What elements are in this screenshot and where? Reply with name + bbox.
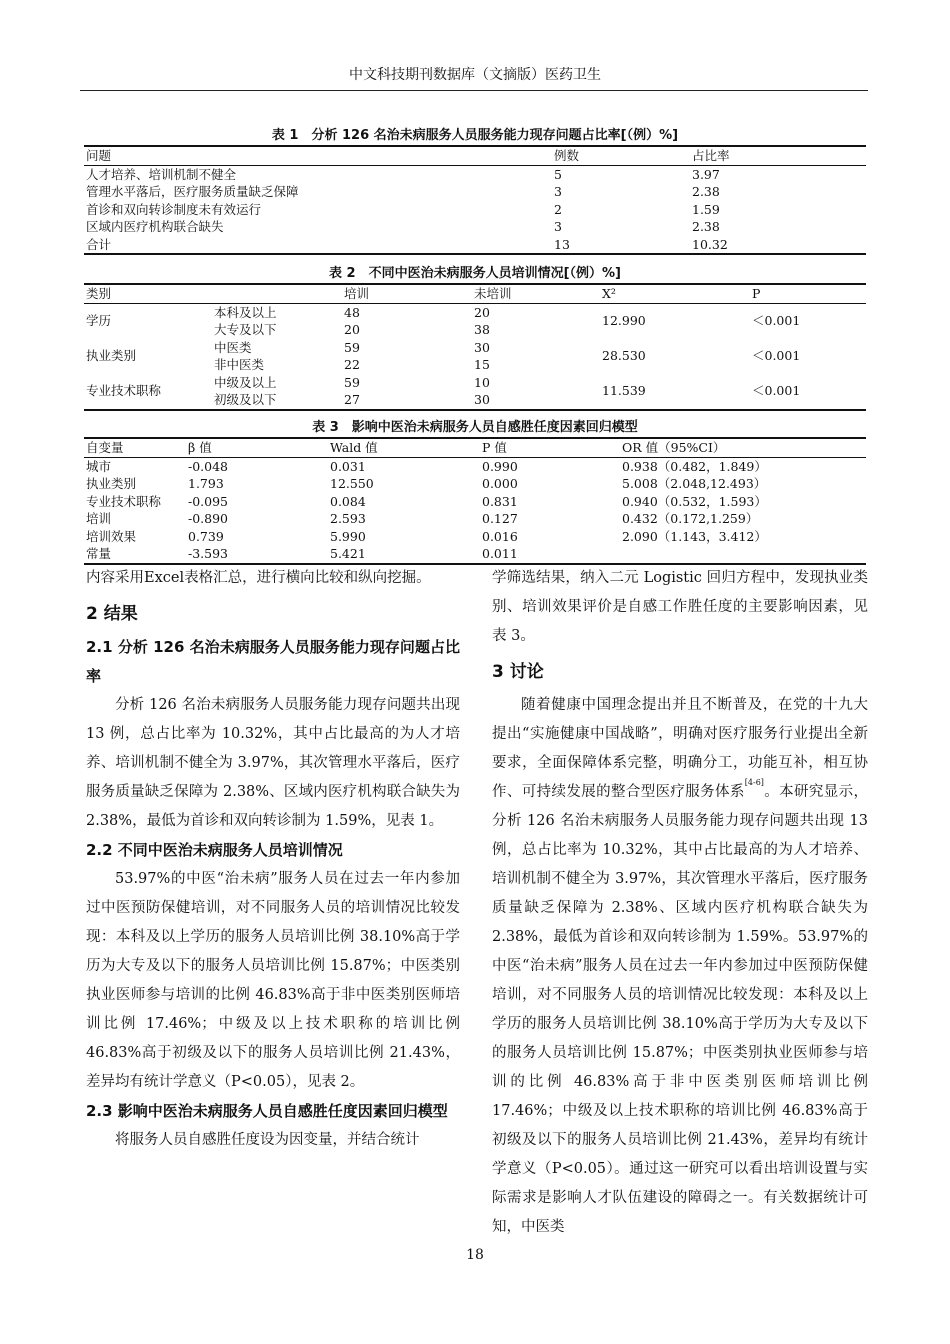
table1-header-cell: 占比率	[690, 146, 866, 165]
table1-cell: 首诊和双向转诊制度未有效运行	[86, 201, 262, 217]
table2-p-value: ＜0.001	[752, 313, 801, 329]
table3-cell: 0.938（0.482，1.849）	[622, 458, 767, 474]
table2-cell: 15	[474, 357, 490, 372]
table3-cell: 培训效果	[86, 528, 137, 544]
table2-row	[84, 339, 866, 357]
table1-total-row	[84, 236, 866, 255]
table1-cell: 2.38	[692, 219, 720, 234]
subsection-heading-2-3: 2.3 影响中医治未病服务人员自感胜任度因素回归模型	[86, 1102, 448, 1120]
table1-cell: 13	[552, 236, 690, 255]
table1-cell: 2	[554, 201, 562, 217]
table2-row	[84, 303, 866, 321]
table2-cell: 本科及以上	[214, 304, 277, 320]
table1-header-cell: 问题	[84, 146, 552, 165]
table3-row	[84, 545, 866, 564]
paragraph: 53.97%的中医“治未病”服务人员在过去一年内参加过中医预防保健培训，对不同服务人员的培训情况比较发现：本科及以上学历的服务人员培训比例 38.10%高于学历为大专及以下的服务人员培训比例 15.87%；中医类别执业医师参与培训的比例 46.83%高于非中医类别医师培训比例 17.46%；中级及以上技术职称的培训比例 46.83%高于初级及以下的服务人员培训比例 21.43%，差异均有统计学意义（P<0.05），见表 2。	[86, 871, 460, 1090]
table2-header-row	[84, 284, 866, 303]
table3-cell: 专业技术职称	[86, 493, 162, 509]
table2-cell: 大专及以下	[214, 322, 277, 337]
table3-cell: 5.008（2.048,12.493）	[622, 476, 767, 491]
paragraph: 分析 126 名治未病服务人员服务能力现存问题共出现 13 例，总占比率为 10.32%，其中占比最高的为人才培养、培训机制不健全为 3.97%，其次管理水平落后，医疗服务质量缺乏保障为 2.38%、区域内医疗机构联合缺失为 2.38%，最低为首诊和双向转诊制为 1.59%，见表 1。	[86, 697, 460, 829]
table3-cell: 0.084	[330, 493, 366, 509]
table1-row	[84, 183, 866, 201]
table3-cell: 5.421	[328, 545, 480, 564]
table3-cell: 培训	[86, 511, 112, 526]
paragraph-text: 随着健康中国理念提出并且不断普及，在党的十九大提出“实施健康中国战略”，明确对医疗服务行业提出全新要求，全面保障体系完整，明确分工，功能互补，相互协作、可持续发展的整合型医疗服务体系	[492, 697, 868, 800]
table3-cell: -0.890	[188, 511, 229, 526]
table3-caption: 表 3 影响中医治未病服务人员自感胜任度因素回归模型	[312, 420, 638, 435]
table2-header-cell: P	[750, 284, 866, 303]
table3-cell: 0.940（0.532，1.593）	[622, 493, 767, 509]
right-column	[492, 564, 868, 1242]
table1-cell: 10.32	[690, 236, 866, 255]
page-number: 18	[466, 1247, 484, 1263]
left-column	[86, 564, 460, 1155]
table3-cell: 12.550	[330, 476, 374, 491]
table2-cell: 48	[344, 304, 360, 320]
table3-cell: 2.090（1.143，3.412）	[622, 528, 767, 544]
table2-cell: 27	[342, 391, 472, 410]
table1-cell: 管理水平落后，医疗服务质量缺乏保障	[86, 184, 299, 199]
table2	[84, 283, 866, 411]
table3-header-cell: β 值	[186, 438, 328, 457]
table3-cell: 0.031	[330, 458, 366, 474]
table3-cell: 0.000	[482, 476, 518, 491]
table2-cell: 38	[474, 322, 490, 337]
table3-row	[84, 510, 866, 528]
table3-row	[84, 475, 866, 493]
running-head: 中文科技期刊数据库（文摘版）医药卫生	[349, 67, 601, 83]
table3-header-cell: 自变量	[84, 438, 186, 457]
table3-cell	[620, 545, 866, 564]
table3-row	[84, 493, 866, 511]
table3-cell: 0.739	[188, 528, 224, 544]
table2-group-label: 专业技术职称	[84, 374, 212, 410]
table2-cell: 10	[474, 374, 490, 390]
table2-p-value: ＜0.001	[752, 348, 801, 364]
table3-header-row	[84, 438, 866, 457]
table2-caption: 表 2 不同中医治未病服务人员培训情况[（例）%]	[329, 266, 621, 281]
table1-header-row	[84, 146, 866, 165]
table1-cell: 人才培养、培训机制不健全	[86, 166, 237, 182]
table1-cell: 5	[554, 166, 562, 182]
table3-cell: 0.016	[482, 528, 518, 544]
table1-header-cell: 例数	[552, 146, 690, 165]
table3-cell: -0.048	[188, 458, 229, 474]
table3-header-cell: P 值	[480, 438, 620, 457]
table3-cell: 5.990	[330, 528, 366, 544]
table2-cell: 中级及以上	[214, 374, 277, 390]
table1-cell: 1.59	[692, 201, 720, 217]
table1-cell: 3	[554, 219, 562, 234]
table3-cell: 2.593	[330, 511, 366, 526]
header-rule	[80, 90, 868, 91]
subsection-heading-2-2: 2.2 不同中医治未病服务人员培训情况	[86, 841, 343, 859]
table3-header-cell: Wald 值	[328, 438, 480, 457]
table2-cell: 20	[344, 322, 360, 337]
table3-cell: 常量	[84, 545, 186, 564]
section-heading-discussion: 3 讨论	[492, 662, 544, 682]
table3-cell: 0.127	[482, 511, 518, 526]
table3-cell: 0.432（0.172,1.259）	[622, 511, 759, 526]
table2-cell: 中医类	[214, 339, 252, 355]
table2-chi-value: 11.539	[600, 374, 750, 410]
table2-cell: 20	[474, 304, 490, 320]
subsection-heading-2-1: 2.1 分析 126 名治未病服务人员服务能力现存问题占比率	[86, 638, 460, 685]
table2-cell: 30	[472, 391, 600, 410]
paragraph: 将服务人员自感胜任度设为因变量，并结合统计	[115, 1132, 420, 1148]
table2-header-cell: 类别	[84, 284, 212, 303]
table3-cell: -0.095	[188, 493, 229, 509]
table2-cell: 30	[474, 339, 490, 355]
table3-header-cell: OR 值（95%CI）	[620, 438, 866, 457]
paragraph	[492, 691, 868, 1242]
table3-cell: -3.593	[186, 545, 328, 564]
table3-cell: 执业类别	[86, 476, 137, 491]
paragraph: 内容采用Excel表格汇总，进行横向比较和纵向挖掘。	[86, 570, 431, 586]
table1-row	[84, 218, 866, 236]
table1-cell: 2.38	[692, 184, 720, 199]
table2-p-value: ＜0.001	[750, 374, 866, 410]
table1-cell: 3	[554, 184, 562, 199]
table1-cell: 3.97	[692, 166, 720, 182]
table3-cell: 城市	[86, 458, 112, 474]
table2-chi-value: 12.990	[602, 313, 646, 329]
table3-row	[84, 457, 866, 475]
table3-cell: 0.990	[482, 458, 518, 474]
table1-row	[84, 201, 866, 219]
table3	[84, 437, 866, 565]
table2-cell: 22	[344, 357, 360, 372]
table2-group-label: 学历	[86, 313, 112, 329]
table2-cell: 59	[344, 339, 360, 355]
table2-cell: 非中医类	[214, 357, 265, 372]
table2-cell: 59	[344, 374, 360, 390]
section-heading-results: 2 结果	[86, 604, 138, 624]
table3-row	[84, 528, 866, 546]
table3-cell: 0.011	[480, 545, 620, 564]
table3-cell: 0.831	[482, 493, 518, 509]
table1-caption: 表 1 分析 126 名治未病服务人员服务能力现存问题占比率[（例）%]	[271, 128, 679, 143]
table2-header-cell	[212, 284, 342, 303]
citation: [4-6]	[744, 778, 764, 787]
table2-group-label: 执业类别	[86, 348, 137, 364]
table3-cell: 1.793	[188, 476, 224, 491]
table2-header-cell: 未培训	[472, 284, 600, 303]
table1-row	[84, 165, 866, 183]
table2-header-cell: X²	[600, 284, 750, 303]
table2-row	[84, 374, 866, 392]
paragraph: 学筛选结果，纳入二元 Logistic 回归方程中，发现执业类别、培训效果评价是自感工作胜任度的主要影响因素，见表 3。	[492, 570, 868, 644]
table2-cell: 初级及以下	[212, 391, 342, 410]
table1	[84, 145, 866, 255]
table1-cell: 区域内医疗机构联合缺失	[86, 219, 224, 234]
paragraph-text: 。本研究显示，分析 126 名治未病服务人员服务能力现存问题共出现 13 例，总占比率为 10.32%，其中占比最高的为人才培养、培训机制不健全为 3.97%，其次管理水平落后，医疗服务质量缺乏保障为 2.38%、区域内医疗机构联合缺失为 2.38%，最低为首诊和双向转诊制为 1.59%。53.97%的中医“治未病”服务人员在过去一年内参加过中医预防保健培训，对不同服务人员的培训情况比较发现：本科及以上学历的服务人员培训比例 38.10%高于学历为大专及以下的服务人员培训比例 15.87%；中医类别执业医师参与培训的比例 46.83%高于非中医类别医师培训比例 17.46%；中级及以上技术职称的培训比例 46.83%高于初级及以下的服务人员培训比例 21.43%，差异均有统计学意义（P<0.05）。通过这一研究可以看出培训设置与实际需求是影响人才队伍建设的障碍之一。有关数据统计可知，中医类	[492, 784, 869, 1235]
table1-cell: 合计	[84, 236, 552, 255]
table2-header-cell: 培训	[342, 284, 472, 303]
table2-chi-value: 28.530	[602, 348, 646, 364]
